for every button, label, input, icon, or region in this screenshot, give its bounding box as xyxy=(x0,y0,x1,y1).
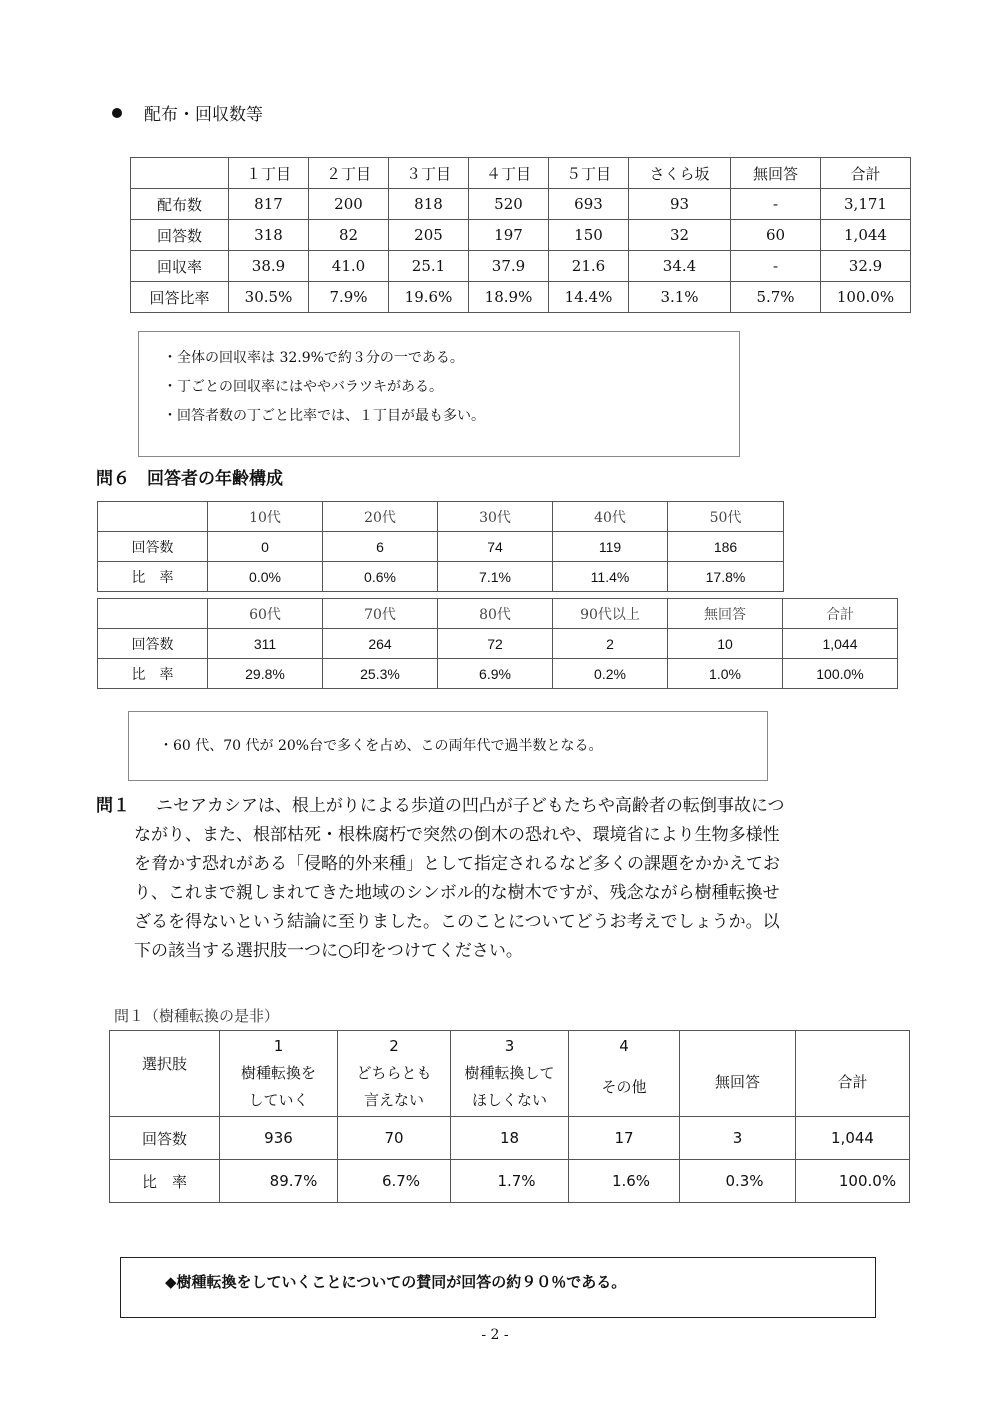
q1-text-line: ニセアカシアは、根上がりによる歩道の凹凸が子どもたちや高齢者の転倒事故につ xyxy=(156,796,785,816)
q1-question-text xyxy=(134,792,914,966)
choice-header: 4 その他 xyxy=(569,1031,680,1117)
q1-text-line: を脅かす恐れがある「侵略的外来種」として指定されるなど多くの課題をかかえてお xyxy=(134,854,780,874)
q1-summary-box xyxy=(120,1257,876,1318)
age-table-b xyxy=(97,598,898,689)
choice-header: 3 樹種転換して ほしくない xyxy=(451,1031,569,1117)
choice-header: 1 樹種転換を していく xyxy=(220,1031,338,1117)
table-header-row xyxy=(110,1031,910,1117)
table-row: 比 率 89.7% 6.7% 1.7% 1.6% 0.3% 100.0% xyxy=(110,1160,910,1203)
q1-text-line: 下の該当する選択肢一つに○印をつけてください。 xyxy=(134,941,523,961)
choice-header: 2 どちらとも 言えない xyxy=(338,1031,451,1117)
q1-summary-text: ◆樹種転換をしていくことについての賛同が回答の約９０％である。 xyxy=(165,1273,627,1291)
section-title: 配布・回収数等 xyxy=(112,100,263,125)
table-row: 比 率 0.0% 0.6% 7.1% 11.4% 17.8% xyxy=(98,562,784,592)
table-header-row: 10代 20代 30代 40代 50代 xyxy=(98,502,784,532)
table-row: 回答数 936 70 18 17 3 1,044 xyxy=(110,1117,910,1160)
summary-note-box xyxy=(138,331,740,457)
choice-header: 合計 xyxy=(796,1031,910,1117)
q1-table-caption: 問１（樹種転換の是非） xyxy=(114,1007,280,1025)
note-line: ・回答者数の丁ごと比率では、１丁目が最も多い。 xyxy=(163,408,485,424)
table-row: 比 率 29.8% 25.3% 6.9% 0.2% 1.0% 100.0% xyxy=(98,659,898,689)
table-row: 回答比率 30.5% 7.9% 19.6% 18.9% 14.4% 3.1% 5.7% 100.0% xyxy=(131,282,911,313)
q1-text-line: ざるを得ないという結論に至りました。このことについてどうお考えでしょうか。以 xyxy=(134,912,780,932)
choice-header: 無回答 xyxy=(680,1031,796,1117)
distribution-table xyxy=(130,157,911,313)
table-row: 回答数 311 264 72 2 10 1,044 xyxy=(98,629,898,659)
table-row: 配布数 817 200 818 520 693 93 - 3,171 xyxy=(131,189,911,220)
note-line: ・全体の回収率は 32.9%で約３分の一である。 xyxy=(163,350,464,366)
q1-text-line: ながり、また、根部枯死・根株腐朽で突然の倒木の恐れや、環境省により生物多様性 xyxy=(134,825,780,845)
table-row: 回答数 0 6 74 119 186 xyxy=(98,532,784,562)
table-header-row: 60代 70代 80代 90代以上 無回答 合計 xyxy=(98,599,898,629)
choice-table xyxy=(109,1030,910,1203)
table-row: 回答数 318 82 205 197 150 32 60 1,044 xyxy=(131,220,911,251)
age-note-box xyxy=(128,711,768,781)
page-number: - 2 - xyxy=(481,1327,509,1343)
choice-label: 選択肢 xyxy=(110,1031,220,1117)
q6-heading: 問６ 回答者の年齢構成 xyxy=(96,469,283,489)
age-table-a xyxy=(97,501,784,592)
table-header-row: １丁目 ２丁目 ３丁目 ４丁目 ５丁目 さくら坂 無回答 合計 xyxy=(131,158,911,189)
q1-number: 問１ xyxy=(96,796,130,816)
note-line: ・60 代、70 代が 20%台で多くを占め、この両年代で過半数となる。 xyxy=(159,738,603,754)
note-line: ・丁ごとの回収率にはややバラツキがある。 xyxy=(163,379,443,395)
q1-text-line: り、これまで親しまれてきた地域のシンボル的な樹木ですが、残念ながら樹種転換せ xyxy=(134,883,780,903)
bullet-icon xyxy=(112,108,122,118)
table-row: 回収率 38.9 41.0 25.1 37.9 21.6 34.4 - 32.9 xyxy=(131,251,911,282)
